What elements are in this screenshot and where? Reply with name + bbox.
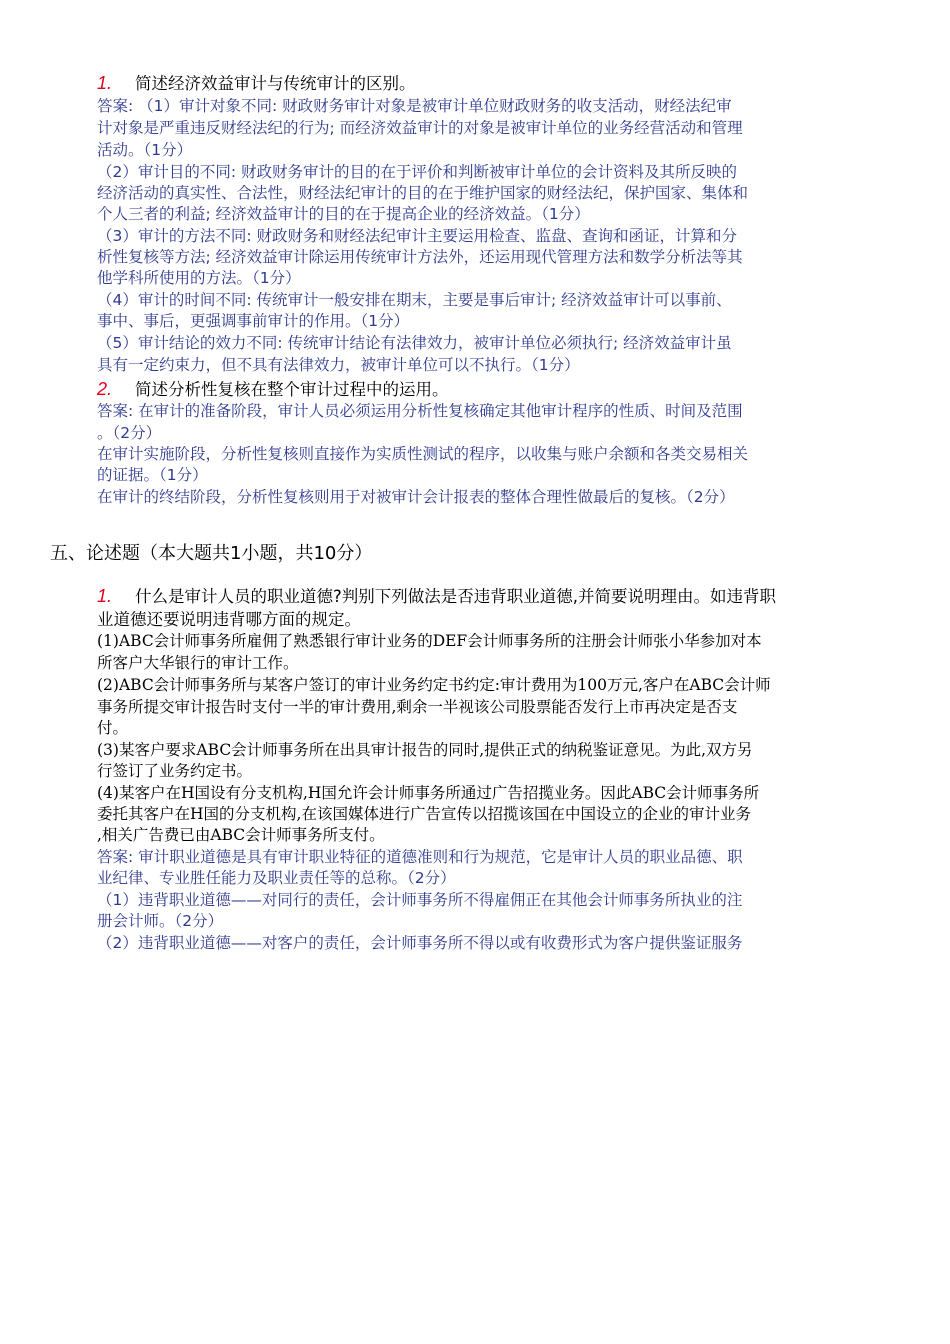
- answer-line: 析性复核等方法; 经济效益审计除运用传统审计方法外，还运用现代管理方法和数学分析法等其: [97, 248, 743, 266]
- case-item-line: (1)ABC会计师事务所雇佣了熟悉银行审计业务的DEF会计师事务所的注册会计师张小华参加对本: [97, 632, 762, 650]
- question-title: 业道德还要说明违背哪方面的规定。: [97, 610, 361, 629]
- answer-line: 具有一定约束力，但不具有法律效力，被审计单位可以不执行。（1分）: [97, 356, 580, 374]
- case-item-line: (2)ABC会计师事务所与某客户签订的审计业务约定书约定:审计费用为100万元,客户在ABC会计师: [97, 676, 771, 694]
- answer-line: 事中、事后，更强调事前审计的作用。（1分）: [97, 312, 410, 330]
- answer-line: 个人三者的利益; 经济效益审计的目的在于提高企业的经济效益。（1分）: [97, 205, 590, 223]
- answer-line: 。（2分）: [97, 424, 162, 442]
- question-number: 2.: [97, 379, 113, 399]
- answer-line: （4）审计的时间不同: 传统审计一般安排在期末，主要是事后审计; 经济效益审计可以事前、: [97, 291, 732, 309]
- answer-line: 答案: （1）审计对象不同: 财政财务审计对象是被审计单位财政财务的收支活动，财经法纪审: [97, 97, 732, 115]
- answer-line: 业纪律、专业胜任能力及职业责任等的总称。（2分）: [97, 869, 456, 887]
- question-number: 1.: [97, 586, 113, 606]
- answer-line: 册会计师。（2分）: [97, 912, 224, 930]
- question-title: 什么是审计人员的职业道德?判别下列做法是否违背职业道德,并简要说明理由。如违背职: [135, 587, 777, 606]
- answer-line: （5）审计结论的效力不同: 传统审计结论有法律效力，被审计单位必须执行; 经济效益审计虽: [97, 334, 732, 352]
- case-item-line: 委托其客户在H国的分支机构,在该国媒体进行广告宣传以招揽该国在中国设立的企业的审计业务: [97, 805, 751, 823]
- answer-line: 在审计实施阶段，分析性复核则直接作为实质性测试的程序，以收集与账户余额和各类交易相关: [97, 445, 749, 463]
- answer-line: （2）审计目的不同: 财政财务审计的目的在于评价和判断被审计单位的会计资料及其所反映的: [97, 163, 738, 181]
- answer-line: 活动。（1分）: [97, 141, 193, 159]
- answer-line: 计对象是严重违反财经法纪的行为; 而经济效益审计的对象是被审计单位的业务经营活动和管理: [97, 119, 743, 137]
- question-number: 1.: [97, 73, 113, 93]
- question-title: 简述经济效益审计与传统审计的区别。: [135, 74, 416, 93]
- case-item-line: 事务所提交审计报告时支付一半的审计费用,剩余一半视该公司股票能否发行上市再决定是否支: [97, 698, 738, 716]
- case-item-line: (4)某客户在H国设有分支机构,H国允许会计师事务所通过广告招揽业务。因此ABC会计师事务所: [97, 784, 760, 802]
- answer-line: 的证据。（1分）: [97, 466, 208, 484]
- case-item-line: ,相关广告费已由ABC会计师事务所支付。: [97, 826, 385, 844]
- answer-line: 答案: 在审计的准备阶段，审计人员必须运用分析性复核确定其他审计程序的性质、时间及范围: [97, 402, 743, 420]
- case-item-line: (3)某客户要求ABC会计师事务所在出具审计报告的同时,提供正式的纳税鉴证意见。为此,双方另: [97, 741, 753, 759]
- answer-line: （2）违背职业道德——对客户的责任，会计师事务所不得以或有收费形式为客户提供鉴证服务: [97, 934, 743, 952]
- answer-line: 他学科所使用的方法。（1分）: [97, 269, 301, 287]
- section-heading: 五、论述题（本大题共1小题，共10分）: [50, 543, 373, 564]
- answer-line: （1）违背职业道德——对同行的责任，会计师事务所不得雇佣正在其他会计师事务所执业的注: [97, 891, 743, 909]
- case-item-line: 行签订了业务约定书。: [97, 762, 253, 780]
- case-item-line: 所客户大华银行的审计工作。: [97, 654, 299, 672]
- answer-line: 经济活动的真实性、合法性，财经法纪审计的目的在于维护国家的财经法纪，保护国家、集体和: [97, 184, 749, 202]
- answer-line: 答案: 审计职业道德是具有审计职业特征的道德准则和行为规范，它是审计人员的职业品德、职: [97, 848, 743, 866]
- question-title: 简述分析性复核在整个审计过程中的运用。: [135, 380, 449, 399]
- answer-line: （3）审计的方法不同: 财政财务和财经法纪审计主要运用检查、监盘、查询和函证，计算和分: [97, 227, 738, 245]
- answer-line: 在审计的终结阶段，分析性复核则用于对被审计会计报表的整体合理性做最后的复核。（2分）: [97, 488, 735, 506]
- case-item-line: 付。: [97, 719, 129, 737]
